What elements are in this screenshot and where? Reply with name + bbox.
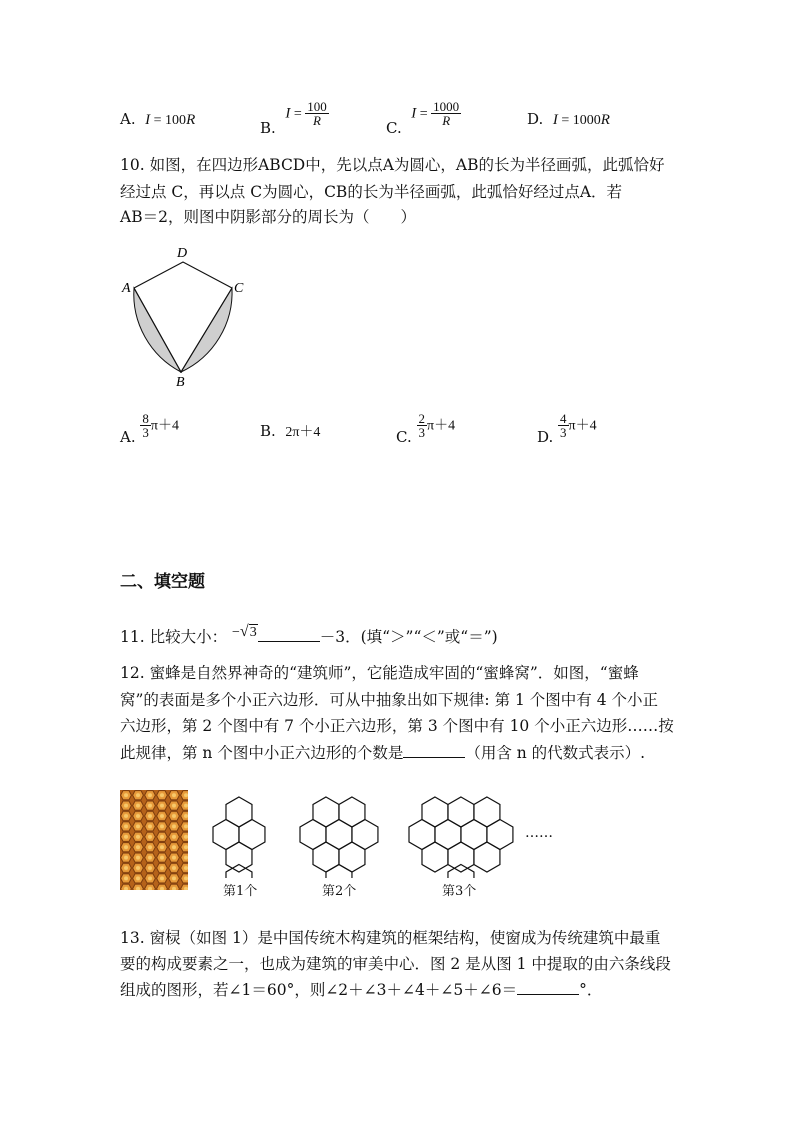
- q11-text: 11. 比较大小： −√3 －3．(填“＞”“＜”或“＝”): [120, 623, 498, 646]
- q12-ellipsis: ……: [525, 825, 553, 841]
- hexagon-cell: [474, 842, 500, 872]
- hexagon-cell: [326, 865, 352, 879]
- q10-edge-cb: [181, 288, 232, 372]
- q10-option-b: B. 2π＋4: [260, 422, 321, 440]
- q10-label-d: D: [177, 246, 188, 261]
- hexagon-cell: [461, 820, 487, 850]
- q12-line-3: 六边形，第 2 个图中有 7 个小正六边形，第 3 个图中有 10 个小正六边形……按: [120, 717, 674, 735]
- q10-option-a: A. $\frac{8}{3}$ π＋4: [120, 411, 179, 446]
- q9-option-a: A. I = 100R: [120, 110, 196, 128]
- q12-line-2: 窝”的表面是多个小正六边形．可从中抽象出如下规律: 第 1 个图中有 4 个小正: [120, 691, 659, 709]
- hexagon-cell: [435, 820, 461, 850]
- hexagon-cell: [352, 820, 378, 850]
- q13-line-2: 要的构成要素之一，也成为建筑的审美中心．图 2 是从图 1 中提取的由六条线段: [120, 955, 671, 973]
- q9-option-d: D. I = 1000R: [527, 110, 610, 128]
- q13-line-1: 13. 窗棂（如图 1）是中国传统木构建筑的框架结构，使窗成为传统建筑中最重: [120, 929, 661, 947]
- q10-edges-top: [134, 262, 232, 288]
- q9-option-b: B. I = $\frac{100}{R}$: [260, 99, 327, 137]
- q10-line-3: AB＝2，则图中阴影部分的周长为（ ）: [120, 208, 416, 226]
- q10-option-c: C. $\frac{2}{3}$ π＋4: [396, 411, 456, 446]
- caption-figure-1: 第1个: [223, 884, 258, 899]
- q10-option-d: D. $\frac{4}{3}$ π＋4: [537, 411, 597, 446]
- hexagon-cell: [409, 820, 435, 850]
- hexagon-pattern-figures: [205, 793, 565, 878]
- q10-label-a: A: [122, 281, 131, 296]
- caption-figure-3: 第3个: [442, 884, 477, 899]
- hexagon-cell: [422, 842, 448, 872]
- hexagon-cell: [339, 842, 365, 872]
- q12-answer-blank[interactable]: [403, 743, 465, 758]
- q10-label-b: B: [176, 375, 185, 390]
- hexagon-cell: [213, 820, 239, 850]
- q10-label-c: C: [234, 281, 244, 296]
- q11-answer-blank[interactable]: [258, 627, 320, 642]
- hexagon-cell: [339, 797, 365, 827]
- hexagon-cell: [313, 797, 339, 827]
- q10-line-2: 经过点 C，再以点 C为圆心，CB的长为半径画弧，此弧恰好经过点A．若: [120, 183, 623, 201]
- q10-line-1: 10. 如图，在四边形ABCD中，先以点A为圆心，AB的长为半径画弧，此弧恰好: [120, 156, 665, 174]
- section-title-fill-blank: 二、填空题: [120, 572, 205, 592]
- q13-line-3: 组成的图形，若∠1＝60°，则∠2＋∠3＋∠4＋∠5＋∠6＝ °．: [120, 981, 603, 999]
- q11-radicand: 3: [249, 625, 257, 640]
- hexagon-cell: [239, 820, 265, 850]
- hexagon-cell: [226, 842, 252, 872]
- q13-answer-blank[interactable]: [517, 980, 579, 995]
- hexagon-cell: [448, 842, 474, 872]
- hexagon-cell: [448, 797, 474, 827]
- q12-line-4: 此规律，第 n 个图中小正六边形的个数是 （用含 n 的代数式表示）.: [120, 744, 646, 762]
- caption-figure-2: 第2个: [322, 884, 357, 899]
- hexagon-cell: [487, 820, 513, 850]
- q12-line-1: 12. 蜜蜂是自然界神奇的“建筑师”，它能造成牢固的“蜜蜂窝”．如图，“蜜蜂: [120, 664, 639, 682]
- hexagon-cell: [226, 797, 252, 827]
- hexagon-cell: [313, 842, 339, 872]
- q10-figure: [110, 240, 260, 390]
- hexagon-cell: [326, 820, 352, 850]
- hexagon-cell: [422, 797, 448, 827]
- q9-option-c: C. I = $\frac{1000}{R}$: [386, 99, 460, 137]
- hexagon-cell: [300, 820, 326, 850]
- hexagon-cell: [474, 797, 500, 827]
- honeycomb-photo: [120, 790, 188, 890]
